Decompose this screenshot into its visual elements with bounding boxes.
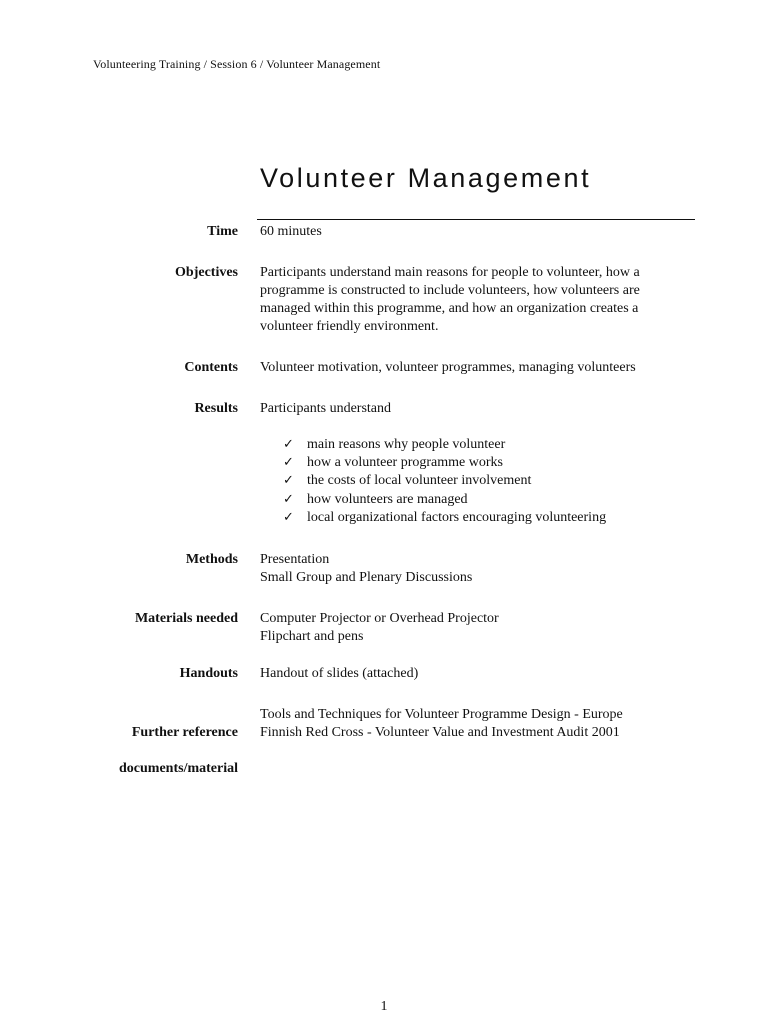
value-contents: Volunteer motivation, volunteer programmes, managing volunteers xyxy=(260,360,636,375)
value-materials xyxy=(260,610,700,646)
materials-line: Flipchart and pens xyxy=(260,629,364,644)
materials-line: Computer Projector or Overhead Projector xyxy=(260,611,499,626)
further-line: Finnish Red Cross - Volunteer Value and Investment Audit 2001 xyxy=(260,725,620,740)
value-objectives xyxy=(260,264,700,336)
list-item xyxy=(283,454,606,472)
checkmark-icon: ✓ xyxy=(283,473,294,489)
value-results: Participants understand xyxy=(260,401,392,416)
objectives-line: volunteer friendly environment. xyxy=(260,319,439,334)
value-methods xyxy=(260,551,700,587)
list-item-text: how a volunteer programme works xyxy=(307,455,503,471)
list-item xyxy=(283,436,606,454)
list-item-text: main reasons why people volunteer xyxy=(307,437,506,452)
checkmark-icon: ✓ xyxy=(283,437,294,452)
further-label-line: documents/material xyxy=(119,761,238,776)
list-item xyxy=(283,491,606,509)
objectives-line: Participants understand main reasons for people to volunteer, how a xyxy=(260,265,640,280)
list-item xyxy=(283,509,606,527)
value-time: 60 minutes xyxy=(260,224,322,239)
title-divider xyxy=(257,219,695,220)
list-item-text: the costs of local volunteer involvement xyxy=(307,473,532,489)
list-item xyxy=(283,472,606,490)
label-further-reference xyxy=(119,706,238,796)
label-handouts: Handouts xyxy=(179,666,238,681)
list-item-text: how volunteers are managed xyxy=(307,491,468,507)
value-handouts: Handout of slides (attached) xyxy=(260,666,419,681)
results-checklist xyxy=(283,436,606,527)
label-time: Time xyxy=(207,224,238,239)
label-methods: Methods xyxy=(185,552,238,567)
further-line: Tools and Techniques for Volunteer Programme Design - Europe xyxy=(260,707,623,722)
methods-line: Presentation xyxy=(260,552,330,567)
checkmark-icon: ✓ xyxy=(283,509,294,525)
page-title: Volunteer Management xyxy=(260,163,592,193)
running-header: Volunteering Training / Session 6 / Volunteer Management xyxy=(93,57,381,71)
label-objectives: Objectives xyxy=(175,265,238,280)
objectives-line: managed within this programme, and how an organization creates a xyxy=(260,301,639,316)
checkmark-icon: ✓ xyxy=(283,491,294,507)
list-item-text: local organizational factors encouraging volunteering xyxy=(307,509,607,525)
label-materials: Materials needed xyxy=(134,611,238,626)
checkmark-icon: ✓ xyxy=(283,455,294,471)
methods-line: Small Group and Plenary Discussions xyxy=(260,570,473,585)
further-label-line: Further reference xyxy=(131,725,238,740)
label-results: Results xyxy=(194,401,238,416)
objectives-line: programme is constructed to include volunteers, how volunteers are xyxy=(260,283,640,298)
value-further-reference xyxy=(260,706,700,742)
page-number: 1 xyxy=(380,999,388,1014)
label-contents: Contents xyxy=(184,360,238,375)
